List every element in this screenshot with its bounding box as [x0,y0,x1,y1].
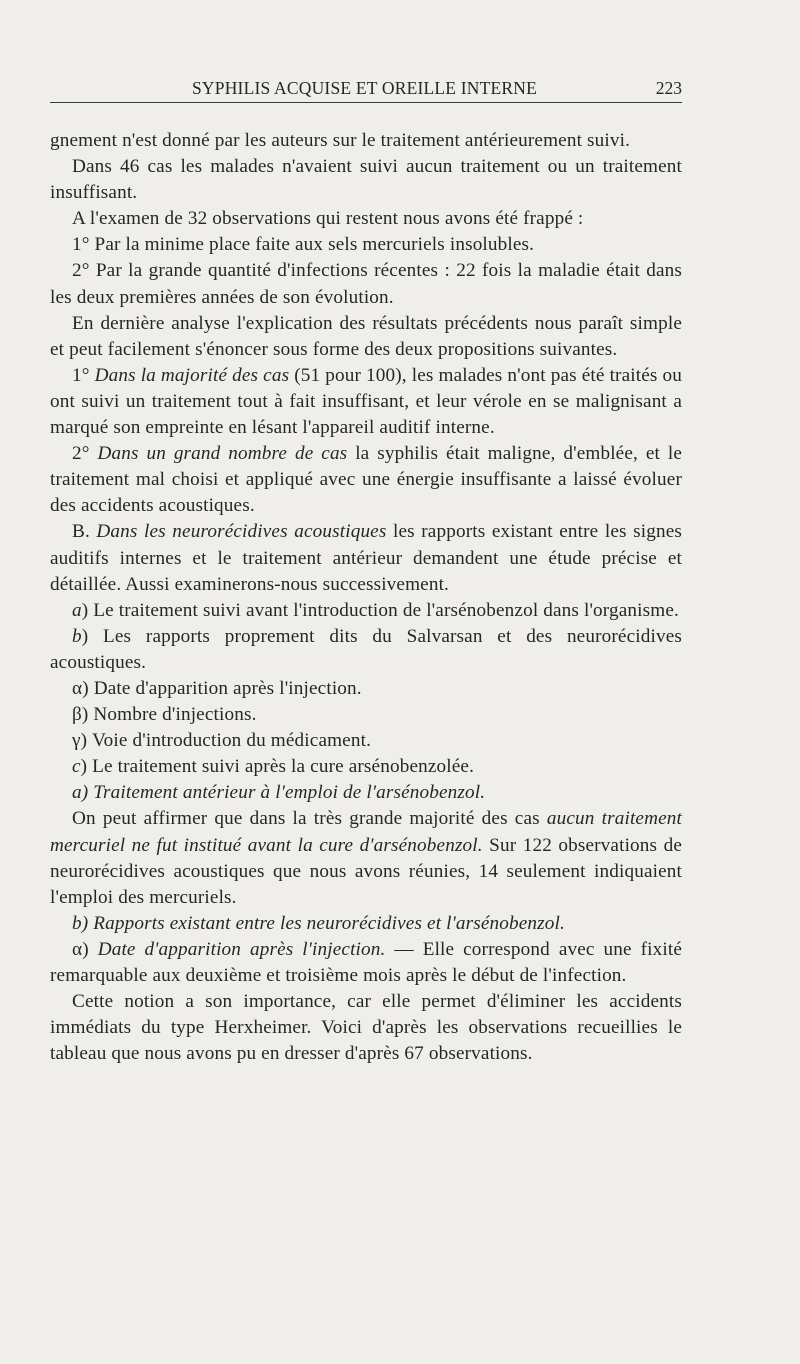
paragraph: α) Date d'apparition après l'injection. — Elle correspond avec une fixité remarquable aux deuxième et troisième mois après le début de l'infection. [50,938,682,986]
paragraph: A l'examen de 32 observations qui restent nous avons été frappé : [72,208,584,230]
running-title: SYPHILIS ACQUISE ET OREILLE INTERNE [192,78,537,98]
list-item: b) Les rapports proprement dits du Salvarsan et des neurorécidives acoustiques. [50,625,682,673]
body-text [50,128,682,1067]
paragraph: En dernière analyse l'explication des résultats précédents nous paraît simple et peut facilement s'énoncer sous forme des deux propositions suivantes. [50,312,682,360]
paragraph: Cette notion a son importance, car elle permet d'éliminer les accidents immédiats du type Herxheimer. Voici d'après les observations recueillies le tableau que nous avons pu en dresser d'après 67 observations. [50,991,682,1065]
list-item: γ) Voie d'introduction du médicament. [72,730,372,752]
subheading: b) Rapports existant entre les neurorécidives et l'arsénobenzol. [72,912,565,934]
paragraph: On peut affirmer que dans la très grande majorité des cas aucun traitement mercuriel ne fut institué avant la cure d'arsénobenzol. Sur 122 observations de neurorécidives acoustiques que nous avons réunies, 14 seulement indiquaient l'emploi des mercuriels. [50,808,682,908]
list-item: a) Le traitement suivi avant l'introduction de l'arsénobenzol dans l'organisme. [72,599,679,621]
list-item: 2° Par la grande quantité d'infections récentes : 22 fois la maladie était dans les deux premières années de son évolution. [50,260,682,308]
proposition-1: 1° Dans la majorité des cas (51 pour 100), les malades n'ont pas été traités ou ont suivi un traitement tout à fait insuffisant, et leur vérole en se malignisant a marqué son empreinte en lésant l'appareil auditif interne. [50,364,682,439]
list-item: c) Le traitement suivi après la cure arsénobenzolée. [72,756,475,778]
list-item: α) Date d'apparition après l'injection. [72,677,362,699]
page-header [50,76,682,103]
list-item: 1° Par la minime place faite aux sels mercuriels insolubles. [72,234,535,256]
proposition-2: 2° Dans un grand nombre de cas la syphilis était maligne, d'emblée, et le traitement mal choisi et appliqué avec une énergie insuffisante a laissé évoluer des accidents acoustiques. [50,443,683,517]
subheading: a) Traitement antérieur à l'emploi de l'arsénobenzol. [72,782,486,804]
section-b: B. Dans les neurorécidives acoustiques les rapports existant entre les signes auditifs internes et le traitement antérieur demandent une étude précise et détaillée. Aussi examinerons-nous successivement. [50,521,682,595]
page-number: 223 [655,78,682,98]
paragraph: gnement n'est donné par les auteurs sur le traitement antérieurement suivi. [50,130,631,151]
list-item: β) Nombre d'injections. [72,704,257,726]
paragraph: Dans 46 cas les malades n'avaient suivi aucun traitement ou un traitement insuffisant. [50,156,682,204]
